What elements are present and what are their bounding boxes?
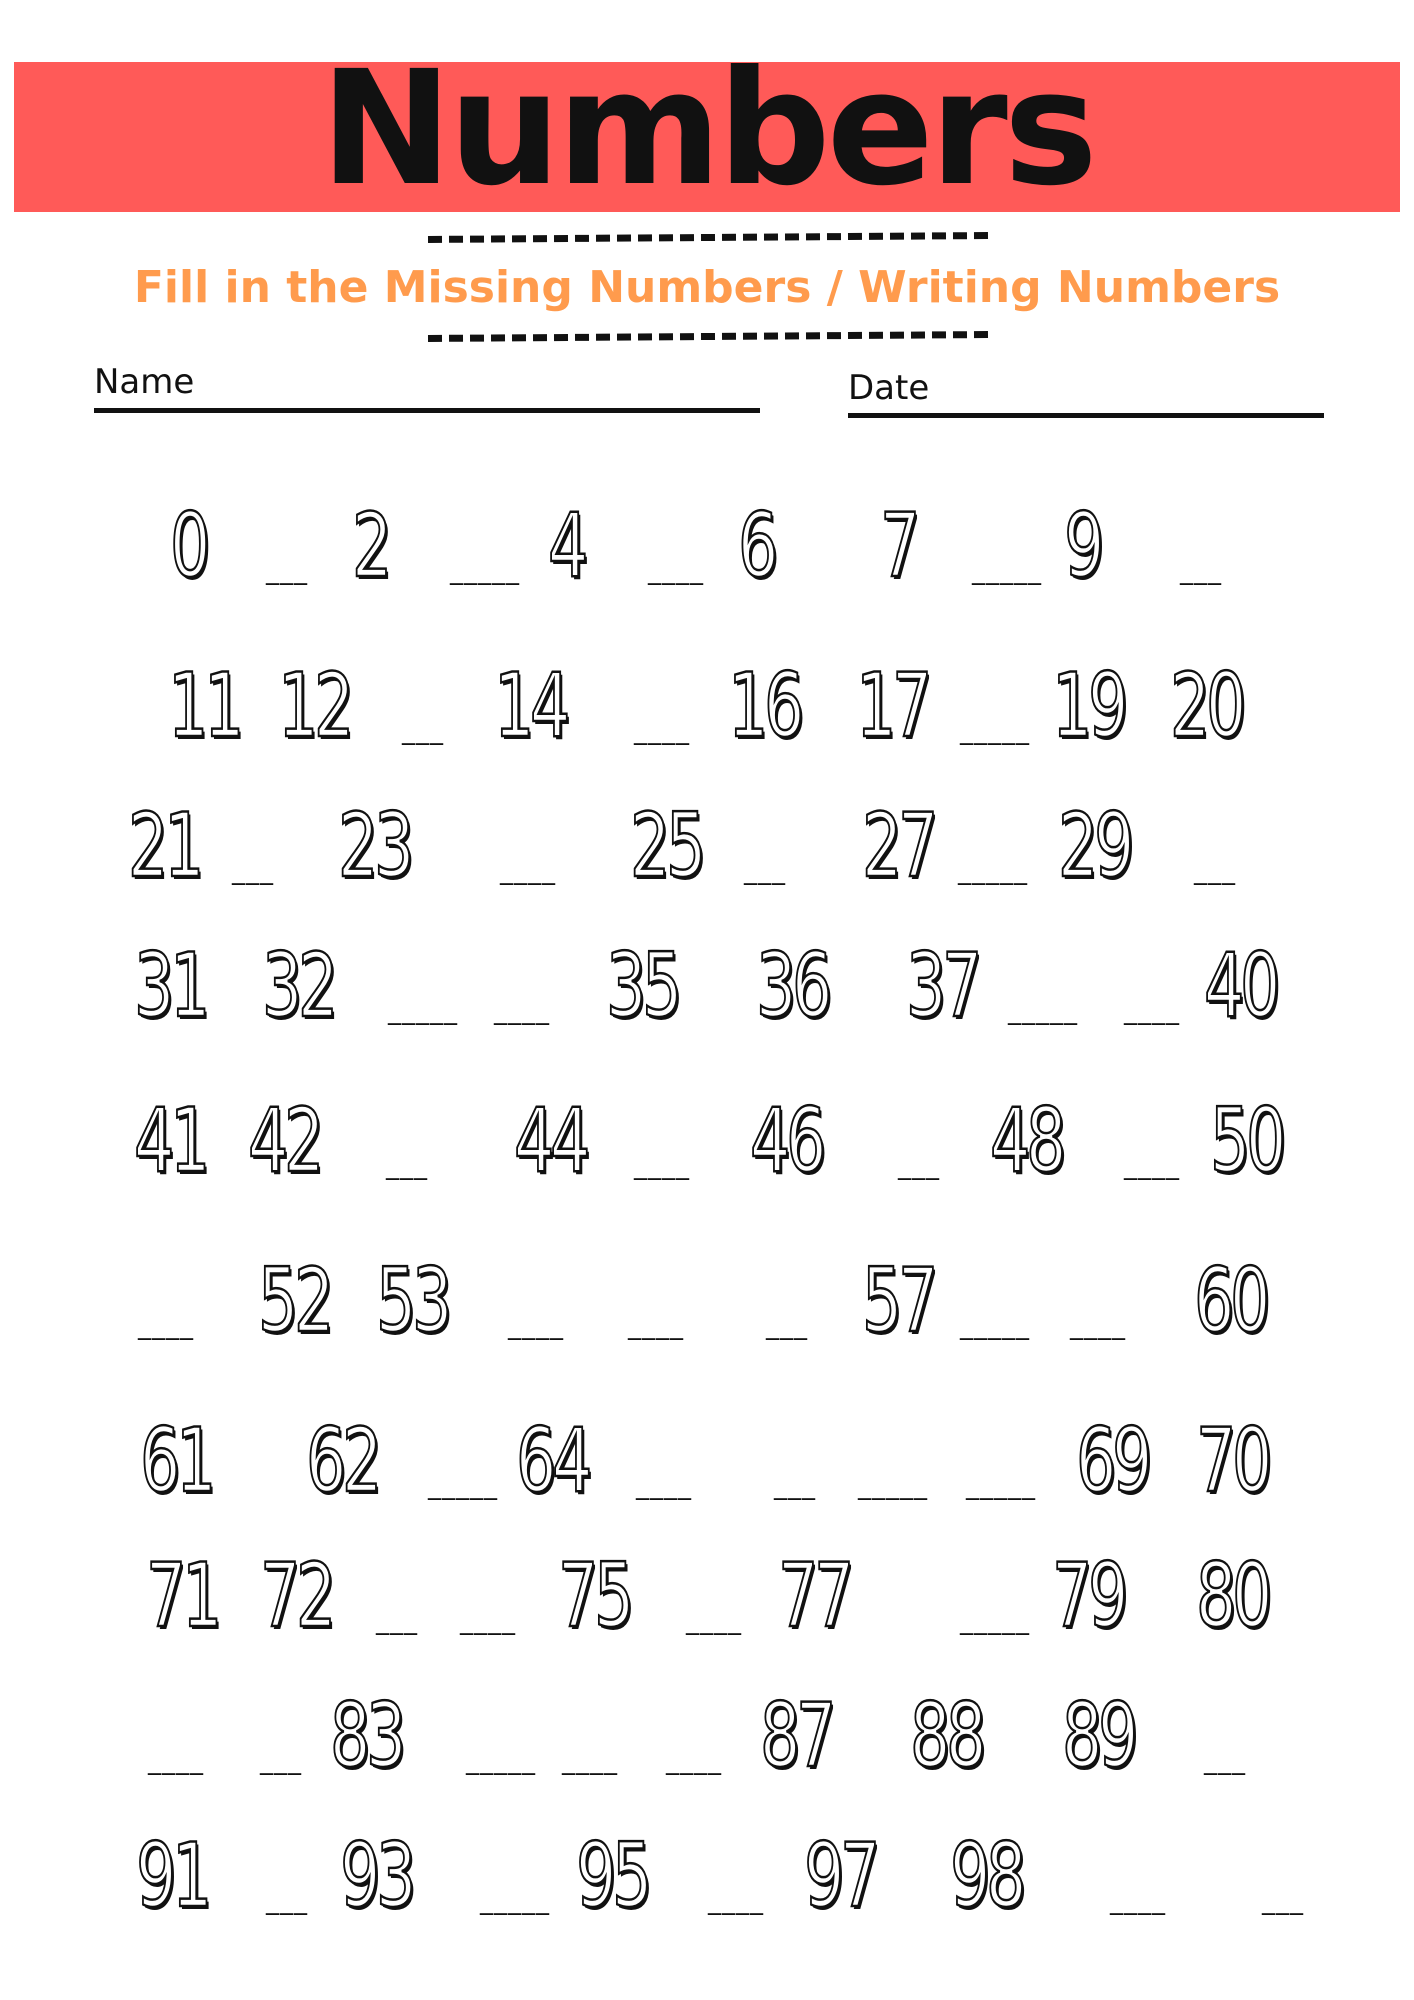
blank-cell[interactable]: _____: [858, 1471, 928, 1501]
number-row: [0, 1520, 1414, 1647]
number-row: [0, 1060, 1414, 1192]
number-cell: 75: [558, 1544, 630, 1647]
number-cell: 27: [862, 794, 934, 897]
number-cell: 7: [880, 494, 916, 597]
blank-cell[interactable]: ____: [708, 1886, 764, 1916]
page-title: Numbers: [320, 37, 1094, 221]
decorative-dash-bottom: [428, 331, 988, 342]
number-row: [0, 620, 1414, 757]
number-cell: 6: [738, 494, 774, 597]
number-cell: 0: [170, 494, 206, 597]
number-cell: 53: [376, 1249, 448, 1352]
blank-cell[interactable]: ___: [386, 1151, 428, 1181]
number-cell: 32: [262, 934, 334, 1037]
blank-cell[interactable]: ____: [666, 1746, 722, 1776]
date-line[interactable]: [848, 413, 1324, 418]
number-cell: 60: [1194, 1249, 1266, 1352]
blank-cell[interactable]: ____: [1070, 1311, 1126, 1341]
number-cell: 2: [352, 494, 388, 597]
number-cell: 36: [756, 934, 828, 1037]
number-cell: 80: [1196, 1544, 1268, 1647]
number-cell: 12: [278, 654, 350, 757]
blank-cell[interactable]: ___: [232, 856, 274, 886]
blank-cell[interactable]: ___: [1194, 856, 1236, 886]
number-row: [0, 470, 1414, 597]
number-cell: 41: [134, 1089, 206, 1192]
number-cell: 23: [338, 794, 410, 897]
blank-cell[interactable]: ____: [1124, 1151, 1180, 1181]
number-cell: 46: [750, 1089, 822, 1192]
number-cell: 40: [1204, 934, 1276, 1037]
blank-cell[interactable]: ___: [898, 1151, 940, 1181]
blank-cell[interactable]: ____: [636, 1471, 692, 1501]
name-label: Name: [94, 362, 195, 402]
number-cell: 14: [494, 654, 566, 757]
number-cell: 97: [804, 1824, 876, 1927]
blank-cell[interactable]: ___: [376, 1606, 418, 1636]
blank-cell[interactable]: ___: [266, 556, 308, 586]
number-row: [0, 1385, 1414, 1512]
number-cell: 52: [258, 1249, 330, 1352]
blank-cell[interactable]: ____: [1110, 1886, 1166, 1916]
number-cell: 88: [910, 1684, 982, 1787]
number-cell: 61: [140, 1409, 212, 1512]
blank-cell[interactable]: _____: [960, 716, 1030, 746]
blank-cell[interactable]: ____: [648, 556, 704, 586]
number-cell: 62: [306, 1409, 378, 1512]
blank-cell[interactable]: ____: [628, 1311, 684, 1341]
blank-cell[interactable]: _____: [958, 856, 1028, 886]
number-cell: 37: [906, 934, 978, 1037]
number-cell: 79: [1052, 1544, 1124, 1647]
number-cell: 87: [760, 1684, 832, 1787]
blank-cell[interactable]: ____: [500, 856, 556, 886]
number-cell: 42: [248, 1089, 320, 1192]
number-cell: 29: [1058, 794, 1130, 897]
blank-cell[interactable]: _____: [960, 1311, 1030, 1341]
number-cell: 89: [1062, 1684, 1134, 1787]
number-cell: 4: [548, 494, 584, 597]
number-cell: 19: [1052, 654, 1124, 757]
number-cell: 93: [340, 1824, 412, 1927]
blank-cell[interactable]: ____: [508, 1311, 564, 1341]
number-cell: 83: [330, 1684, 402, 1787]
number-cell: 16: [728, 654, 800, 757]
blank-cell[interactable]: _____: [428, 1471, 498, 1501]
blank-cell[interactable]: ____: [634, 1151, 690, 1181]
number-cell: 35: [606, 934, 678, 1037]
decorative-dash-top: [428, 232, 988, 243]
blank-cell[interactable]: _____: [388, 996, 458, 1026]
blank-cell[interactable]: ___: [260, 1746, 302, 1776]
blank-cell[interactable]: _____: [972, 556, 1042, 586]
blank-cell[interactable]: ____: [460, 1606, 516, 1636]
blank-cell[interactable]: ___: [774, 1471, 816, 1501]
number-cell: 50: [1210, 1089, 1282, 1192]
number-cell: 71: [146, 1544, 218, 1647]
blank-cell[interactable]: ____: [686, 1606, 742, 1636]
number-cell: 70: [1196, 1409, 1268, 1512]
number-cell: 72: [260, 1544, 332, 1647]
blank-cell[interactable]: ____: [634, 716, 690, 746]
blank-cell[interactable]: _____: [960, 1606, 1030, 1636]
number-cell: 31: [134, 934, 206, 1037]
worksheet-subtitle: Fill in the Missing Numbers / Writing Numbers: [133, 262, 1281, 313]
blank-cell[interactable]: ___: [744, 856, 786, 886]
number-row: [0, 1660, 1414, 1787]
number-row: [0, 910, 1414, 1037]
number-cell: 9: [1064, 494, 1100, 597]
number-cell: 44: [514, 1089, 586, 1192]
blank-cell[interactable]: ___: [766, 1311, 808, 1341]
number-cell: 17: [856, 654, 928, 757]
number-cell: 20: [1170, 654, 1242, 757]
blank-cell[interactable]: ___: [1204, 1746, 1246, 1776]
blank-cell[interactable]: _____: [480, 1886, 550, 1916]
number-row: [0, 770, 1414, 897]
blank-cell[interactable]: _____: [450, 556, 520, 586]
blank-cell[interactable]: ___: [1180, 556, 1222, 586]
number-cell: 91: [136, 1824, 208, 1927]
number-row: [0, 1800, 1414, 1927]
blank-cell[interactable]: _____: [466, 1746, 536, 1776]
blank-cell[interactable]: _____: [1008, 996, 1078, 1026]
number-cell: 95: [576, 1824, 648, 1927]
blank-cell[interactable]: ____: [148, 1746, 204, 1776]
number-cell: 11: [168, 654, 240, 757]
number-cell: 25: [630, 794, 702, 897]
name-line[interactable]: [94, 408, 760, 413]
blank-cell[interactable]: ____: [562, 1746, 618, 1776]
number-cell: 64: [516, 1409, 588, 1512]
date-label: Date: [848, 368, 930, 408]
blank-cell[interactable]: ____: [1124, 996, 1180, 1026]
number-cell: 77: [778, 1544, 850, 1647]
blank-cell[interactable]: ___: [402, 716, 444, 746]
number-cell: 69: [1076, 1409, 1148, 1512]
number-cell: 21: [128, 794, 200, 897]
number-row: [0, 1225, 1414, 1352]
number-cell: 98: [950, 1824, 1022, 1927]
blank-cell[interactable]: ___: [1262, 1886, 1304, 1916]
blank-cell[interactable]: ____: [138, 1311, 194, 1341]
number-cell: 48: [990, 1089, 1062, 1192]
blank-cell[interactable]: _____: [966, 1471, 1036, 1501]
blank-cell[interactable]: ___: [266, 1886, 308, 1916]
number-cell: 57: [862, 1249, 934, 1352]
blank-cell[interactable]: ____: [494, 996, 550, 1026]
